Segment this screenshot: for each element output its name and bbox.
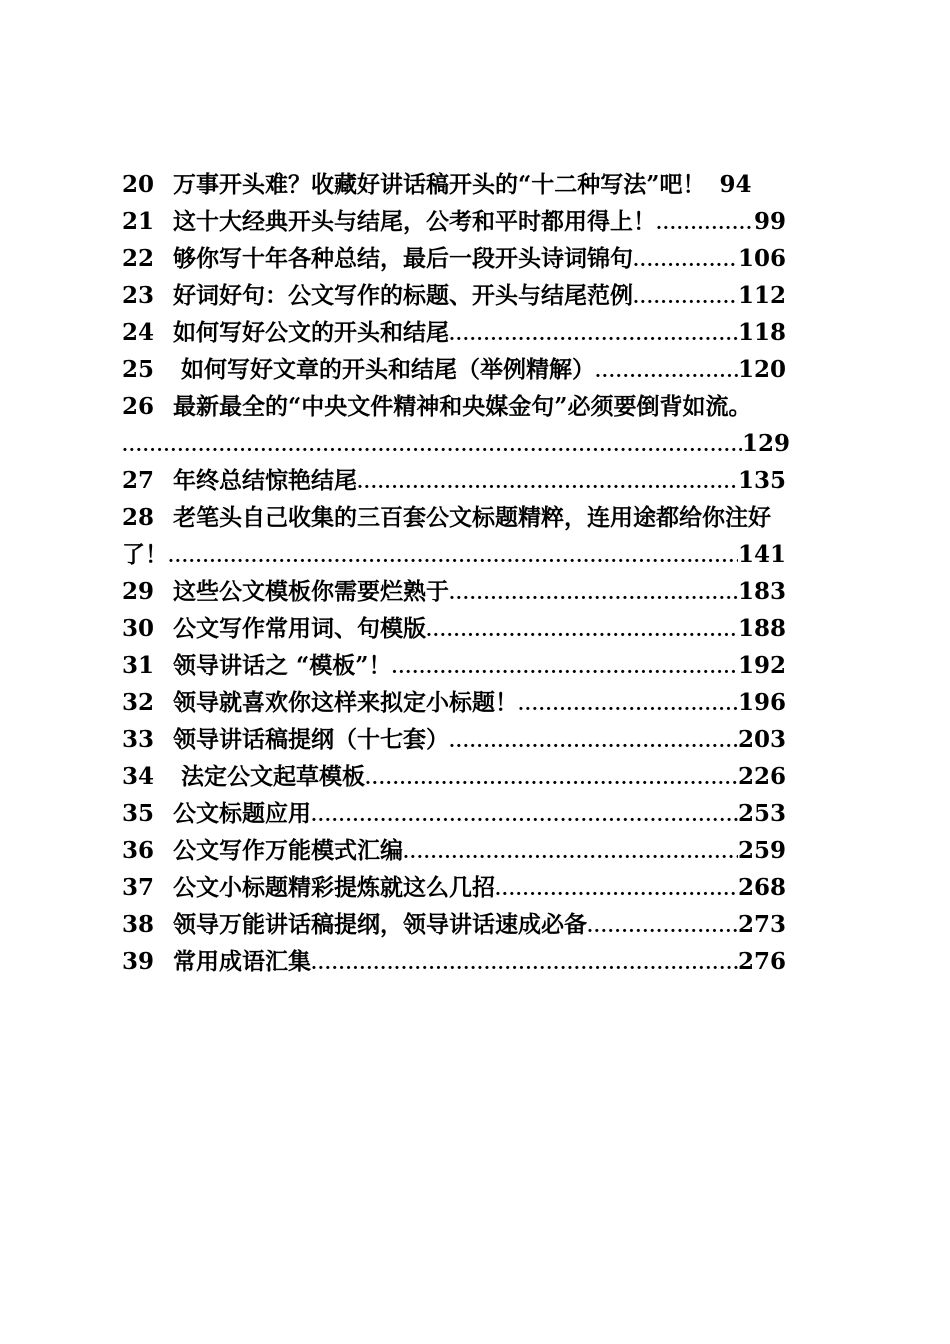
toc-entry-31[interactable] [122, 647, 840, 684]
toc-entry-23[interactable] [122, 277, 840, 314]
toc-entry-page: 106 [737, 245, 786, 272]
dot-leader [449, 576, 738, 610]
toc-entry-title: 好词好句：公文写作的标题、开头与结尾范例 [173, 282, 633, 309]
toc-entry-number: 23 [122, 282, 155, 309]
toc-entry-20[interactable] [122, 166, 840, 203]
toc-entry-29[interactable] [122, 573, 840, 610]
toc-entry-32[interactable] [122, 684, 840, 721]
toc-entry-title: 常用成语汇集 [173, 948, 311, 975]
dot-leader [633, 280, 738, 314]
toc-entry-38[interactable] [122, 906, 840, 943]
toc-entry-21[interactable] [122, 203, 840, 240]
toc-entry-page: 226 [737, 763, 786, 790]
toc-entry-title-continuation: 了！ [122, 541, 168, 568]
toc-entry-title: 万事开头难？收藏好讲话稿开头的“十二种写法”吧！ [173, 171, 706, 198]
dot-leader [357, 465, 738, 499]
dot-leader [403, 835, 738, 869]
toc-entry-30[interactable] [122, 610, 840, 647]
toc-entry-page: 141 [737, 541, 786, 568]
toc-entry-number: 33 [122, 726, 155, 753]
toc-entry-title: 这十大经典开头与结尾，公考和平时都用得上！ [173, 208, 656, 235]
toc-entry-page: 94 [719, 171, 752, 198]
toc-entry-37[interactable] [122, 869, 840, 906]
toc-entry-title: 最新最全的“中央文件精神和央媒金句”必须要倒背如流。 [173, 393, 752, 420]
dot-leader [449, 724, 738, 758]
dot-leader [365, 761, 738, 795]
dot-leader [449, 317, 738, 351]
dot-leader [656, 206, 754, 240]
toc-entry-number: 26 [122, 393, 155, 420]
dot-leader [311, 946, 738, 980]
toc-entry-page: 129 [741, 430, 790, 457]
toc-entry-page: 135 [737, 467, 786, 494]
toc-entry-36[interactable] [122, 832, 840, 869]
toc-entry-number: 39 [122, 948, 155, 975]
dot-leader [168, 539, 738, 573]
toc-entry-title: 老笔头自己收集的三百套公文标题精粹，连用途都给你注好 [173, 504, 771, 531]
toc-entry-25[interactable] [122, 351, 840, 388]
toc-entry-number: 29 [122, 578, 155, 605]
toc-entry-28[interactable] [122, 499, 840, 536]
toc-entry-number: 31 [122, 652, 155, 679]
toc-entry-number: 35 [122, 800, 155, 827]
dot-leader [495, 872, 738, 906]
toc-entry-number: 28 [122, 504, 155, 531]
toc-entry-page: 196 [737, 689, 786, 716]
toc-entry-page: 99 [753, 208, 786, 235]
toc-entry-number: 38 [122, 911, 155, 938]
toc-entry-title: 如何写好文章的开头和结尾（举例精解） [173, 356, 596, 383]
toc-entry-title: 公文写作常用词、句模版 [173, 615, 426, 642]
toc-entry-page: 273 [737, 911, 786, 938]
toc-entry-26-continuation[interactable] [122, 425, 840, 462]
toc-entry-page: 112 [737, 282, 786, 309]
toc-entry-title: 公文小标题精彩提炼就这么几招 [173, 874, 495, 901]
toc-entry-page: 192 [737, 652, 786, 679]
toc-entry-33[interactable] [122, 721, 840, 758]
toc-entry-title: 如何写好公文的开头和结尾 [173, 319, 449, 346]
toc-entry-number: 34 [122, 763, 155, 790]
toc-entry-24[interactable] [122, 314, 840, 351]
toc-entry-title: 这些公文模板你需要烂熟于 [173, 578, 449, 605]
toc-entry-26[interactable] [122, 388, 840, 425]
toc-entry-title: 公文写作万能模式汇编 [173, 837, 403, 864]
toc-entry-number: 36 [122, 837, 155, 864]
dot-leader [122, 428, 742, 462]
toc-entry-page: 253 [737, 800, 786, 827]
toc-entry-page: 188 [737, 615, 786, 642]
toc-entry-34[interactable] [122, 758, 840, 795]
toc-entry-35[interactable] [122, 795, 840, 832]
toc-entry-27[interactable] [122, 462, 840, 499]
toc-entry-22[interactable] [122, 240, 840, 277]
toc-entry-title: 年终总结惊艳结尾 [173, 467, 357, 494]
toc-entry-number: 20 [122, 171, 155, 198]
toc-entry-number: 21 [122, 208, 155, 235]
toc-entry-number: 32 [122, 689, 155, 716]
toc-entry-page: 276 [737, 948, 786, 975]
dot-leader [595, 354, 738, 388]
dot-leader [518, 687, 738, 721]
toc-entry-page: 118 [737, 319, 786, 346]
toc-entry-title: 领导就喜欢你这样来拟定小标题！ [173, 689, 518, 716]
toc-entry-title: 领导讲话稿提纲（十七套） [173, 726, 449, 753]
table-of-contents [122, 166, 840, 980]
toc-entry-number: 27 [122, 467, 155, 494]
toc-entry-28-continuation[interactable] [122, 536, 840, 573]
toc-entry-number: 22 [122, 245, 155, 272]
toc-entry-title: 领导讲话之 “模板”！ [173, 652, 392, 679]
toc-entry-page: 183 [737, 578, 786, 605]
dot-leader [633, 243, 738, 277]
toc-entry-number: 30 [122, 615, 155, 642]
toc-entry-number: 24 [122, 319, 155, 346]
dot-leader [311, 798, 738, 832]
dot-leader [587, 909, 738, 943]
toc-entry-page: 268 [737, 874, 786, 901]
dot-leader [391, 650, 738, 684]
toc-entry-title: 领导万能讲话稿提纲，领导讲话速成必备 [173, 911, 587, 938]
dot-leader [426, 613, 738, 647]
toc-entry-title: 公文标题应用 [173, 800, 311, 827]
toc-entry-page: 203 [737, 726, 786, 753]
toc-entry-page: 259 [737, 837, 786, 864]
toc-entry-number: 37 [122, 874, 155, 901]
toc-entry-title: 法定公文起草模板 [173, 763, 366, 790]
toc-entry-title: 够你写十年各种总结，最后一段开头诗词锦句 [173, 245, 633, 272]
toc-entry-39[interactable] [122, 943, 840, 980]
toc-entry-number: 25 [122, 356, 155, 383]
toc-entry-page: 120 [737, 356, 786, 383]
